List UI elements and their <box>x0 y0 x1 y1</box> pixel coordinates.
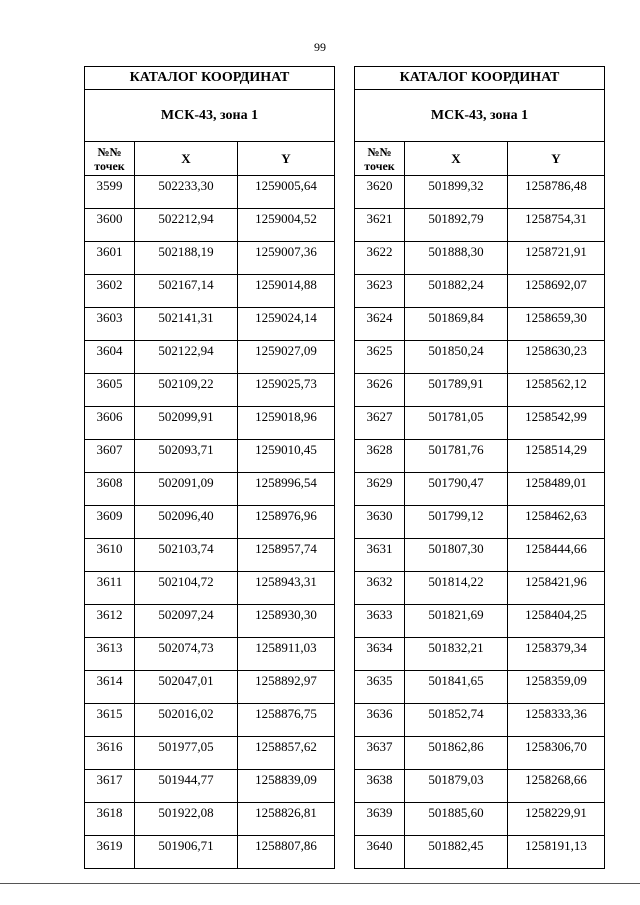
y-coordinate-cell: 1258911,03 <box>238 638 335 671</box>
coordinate-catalog-table-left <box>84 66 335 869</box>
point-number-cell: 3606 <box>85 407 135 440</box>
x-coordinate-cell: 501899,32 <box>405 176 508 209</box>
x-coordinate-cell: 501892,79 <box>405 209 508 242</box>
table-row <box>355 737 605 770</box>
table-row <box>355 374 605 407</box>
table-row <box>355 308 605 341</box>
point-number-cell: 3599 <box>85 176 135 209</box>
y-coordinate-cell: 1258229,91 <box>508 803 605 836</box>
point-number-cell: 3600 <box>85 209 135 242</box>
y-coordinate-cell: 1258462,63 <box>508 506 605 539</box>
x-coordinate-cell: 502104,72 <box>135 572 238 605</box>
table-row <box>355 803 605 836</box>
table-row <box>85 737 335 770</box>
x-coordinate-cell: 501888,30 <box>405 242 508 275</box>
y-coordinate-cell: 1258892,97 <box>238 671 335 704</box>
y-coordinate-cell: 1259018,96 <box>238 407 335 440</box>
x-coordinate-cell: 501885,60 <box>405 803 508 836</box>
table-row <box>355 704 605 737</box>
x-coordinate-cell: 502099,91 <box>135 407 238 440</box>
point-number-cell: 3622 <box>355 242 405 275</box>
point-number-cell: 3610 <box>85 539 135 572</box>
x-coordinate-cell: 501790,47 <box>405 473 508 506</box>
y-coordinate-cell: 1258996,54 <box>238 473 335 506</box>
y-coordinate-cell: 1259014,88 <box>238 275 335 308</box>
y-coordinate-cell: 1258444,66 <box>508 539 605 572</box>
x-coordinate-cell: 502096,40 <box>135 506 238 539</box>
point-number-cell: 3623 <box>355 275 405 308</box>
x-coordinate-cell: 501852,74 <box>405 704 508 737</box>
x-coordinate-cell: 502109,22 <box>135 374 238 407</box>
table-body-right <box>355 176 605 869</box>
point-number-cell: 3620 <box>355 176 405 209</box>
column-header-point-number: №№ точек <box>85 142 135 176</box>
y-coordinate-cell: 1258807,86 <box>238 836 335 869</box>
x-coordinate-cell: 502233,30 <box>135 176 238 209</box>
x-coordinate-cell: 502074,73 <box>135 638 238 671</box>
y-coordinate-cell: 1258562,12 <box>508 374 605 407</box>
table-row <box>355 671 605 704</box>
table-row <box>85 539 335 572</box>
y-coordinate-cell: 1259025,73 <box>238 374 335 407</box>
point-number-cell: 3624 <box>355 308 405 341</box>
y-coordinate-cell: 1258976,96 <box>238 506 335 539</box>
point-number-cell: 3621 <box>355 209 405 242</box>
table-row <box>355 440 605 473</box>
y-coordinate-cell: 1258826,81 <box>238 803 335 836</box>
y-coordinate-cell: 1258692,07 <box>508 275 605 308</box>
point-number-cell: 3639 <box>355 803 405 836</box>
point-number-cell: 3636 <box>355 704 405 737</box>
point-number-cell: 3602 <box>85 275 135 308</box>
table-row <box>85 704 335 737</box>
table-row <box>85 473 335 506</box>
table-row <box>85 275 335 308</box>
point-number-cell: 3633 <box>355 605 405 638</box>
catalog-subtitle: МСК-43, зона 1 <box>355 90 605 142</box>
table-row <box>85 605 335 638</box>
table-row <box>85 209 335 242</box>
point-number-cell: 3635 <box>355 671 405 704</box>
point-number-cell: 3625 <box>355 341 405 374</box>
x-coordinate-cell: 501781,76 <box>405 440 508 473</box>
x-coordinate-cell: 502103,74 <box>135 539 238 572</box>
x-coordinate-cell: 502122,94 <box>135 341 238 374</box>
column-header-y: Y <box>238 142 335 176</box>
x-coordinate-cell: 501789,91 <box>405 374 508 407</box>
table-row <box>355 176 605 209</box>
x-coordinate-cell: 501922,08 <box>135 803 238 836</box>
y-coordinate-cell: 1259007,36 <box>238 242 335 275</box>
x-coordinate-cell: 501882,45 <box>405 836 508 869</box>
x-coordinate-cell: 502016,02 <box>135 704 238 737</box>
y-coordinate-cell: 1258514,29 <box>508 440 605 473</box>
y-coordinate-cell: 1258421,96 <box>508 572 605 605</box>
y-coordinate-cell: 1258306,70 <box>508 737 605 770</box>
table-row <box>85 341 335 374</box>
point-number-cell: 3626 <box>355 374 405 407</box>
y-coordinate-cell: 1258630,23 <box>508 341 605 374</box>
x-coordinate-cell: 501781,05 <box>405 407 508 440</box>
y-coordinate-cell: 1258379,34 <box>508 638 605 671</box>
point-number-cell: 3611 <box>85 572 135 605</box>
y-coordinate-cell: 1259005,64 <box>238 176 335 209</box>
y-coordinate-cell: 1258333,36 <box>508 704 605 737</box>
y-coordinate-cell: 1259024,14 <box>238 308 335 341</box>
point-number-cell: 3609 <box>85 506 135 539</box>
point-number-cell: 3629 <box>355 473 405 506</box>
x-coordinate-cell: 502141,31 <box>135 308 238 341</box>
x-coordinate-cell: 501807,30 <box>405 539 508 572</box>
table-row <box>355 572 605 605</box>
point-number-cell: 3607 <box>85 440 135 473</box>
point-number-cell: 3616 <box>85 737 135 770</box>
y-coordinate-cell: 1258721,91 <box>508 242 605 275</box>
x-coordinate-cell: 502097,24 <box>135 605 238 638</box>
table-row <box>85 638 335 671</box>
table-row <box>355 770 605 803</box>
x-coordinate-cell: 501832,21 <box>405 638 508 671</box>
column-header-x: X <box>405 142 508 176</box>
table-body-left <box>85 176 335 869</box>
y-coordinate-cell: 1259027,09 <box>238 341 335 374</box>
x-coordinate-cell: 501882,24 <box>405 275 508 308</box>
table-row <box>85 506 335 539</box>
catalog-subtitle: МСК-43, зона 1 <box>85 90 335 142</box>
point-number-cell: 3628 <box>355 440 405 473</box>
table-row <box>355 275 605 308</box>
x-coordinate-cell: 501821,69 <box>405 605 508 638</box>
x-coordinate-cell: 501862,86 <box>405 737 508 770</box>
point-number-cell: 3612 <box>85 605 135 638</box>
point-number-cell: 3601 <box>85 242 135 275</box>
point-number-cell: 3604 <box>85 341 135 374</box>
table-row <box>85 440 335 473</box>
column-header-y: Y <box>508 142 605 176</box>
table-row <box>85 407 335 440</box>
point-number-cell: 3637 <box>355 737 405 770</box>
x-coordinate-cell: 502188,19 <box>135 242 238 275</box>
x-coordinate-cell: 502047,01 <box>135 671 238 704</box>
table-row <box>85 836 335 869</box>
y-coordinate-cell: 1259004,52 <box>238 209 335 242</box>
y-coordinate-cell: 1258542,99 <box>508 407 605 440</box>
table-row <box>355 539 605 572</box>
point-number-cell: 3603 <box>85 308 135 341</box>
y-coordinate-cell: 1258404,25 <box>508 605 605 638</box>
y-coordinate-cell: 1258489,01 <box>508 473 605 506</box>
point-number-cell: 3608 <box>85 473 135 506</box>
point-number-cell: 3619 <box>85 836 135 869</box>
table-row <box>85 671 335 704</box>
x-coordinate-cell: 502093,71 <box>135 440 238 473</box>
x-coordinate-cell: 501944,77 <box>135 770 238 803</box>
x-coordinate-cell: 501879,03 <box>405 770 508 803</box>
table-row <box>355 836 605 869</box>
x-coordinate-cell: 502212,94 <box>135 209 238 242</box>
table-row <box>355 638 605 671</box>
y-coordinate-cell: 1258943,31 <box>238 572 335 605</box>
table-row <box>85 803 335 836</box>
x-coordinate-cell: 502091,09 <box>135 473 238 506</box>
point-number-cell: 3634 <box>355 638 405 671</box>
y-coordinate-cell: 1258786,48 <box>508 176 605 209</box>
y-coordinate-cell: 1258268,66 <box>508 770 605 803</box>
y-coordinate-cell: 1258957,74 <box>238 539 335 572</box>
point-number-cell: 3615 <box>85 704 135 737</box>
table-row <box>355 407 605 440</box>
y-coordinate-cell: 1258191,13 <box>508 836 605 869</box>
catalog-title: КАТАЛОГ КООРДИНАТ <box>85 67 335 90</box>
column-header-point-number: №№ точек <box>355 142 405 176</box>
table-row <box>355 341 605 374</box>
y-coordinate-cell: 1259010,45 <box>238 440 335 473</box>
y-coordinate-cell: 1258857,62 <box>238 737 335 770</box>
table-row <box>85 242 335 275</box>
point-number-cell: 3618 <box>85 803 135 836</box>
table-row <box>355 506 605 539</box>
point-number-cell: 3613 <box>85 638 135 671</box>
table-row <box>85 770 335 803</box>
point-number-cell: 3638 <box>355 770 405 803</box>
page-bottom-divider <box>0 883 640 884</box>
x-coordinate-cell: 501869,84 <box>405 308 508 341</box>
x-coordinate-cell: 501814,22 <box>405 572 508 605</box>
table-row <box>85 176 335 209</box>
table-row <box>85 308 335 341</box>
table-row <box>85 572 335 605</box>
point-number-cell: 3630 <box>355 506 405 539</box>
x-coordinate-cell: 501906,71 <box>135 836 238 869</box>
point-number-cell: 3617 <box>85 770 135 803</box>
coordinate-catalog-table-right <box>354 66 605 869</box>
table-row <box>85 374 335 407</box>
y-coordinate-cell: 1258930,30 <box>238 605 335 638</box>
x-coordinate-cell: 501850,24 <box>405 341 508 374</box>
point-number-cell: 3627 <box>355 407 405 440</box>
y-coordinate-cell: 1258876,75 <box>238 704 335 737</box>
table-row <box>355 473 605 506</box>
table-row <box>355 209 605 242</box>
table-row <box>355 242 605 275</box>
y-coordinate-cell: 1258754,31 <box>508 209 605 242</box>
point-number-cell: 3640 <box>355 836 405 869</box>
page-number: 99 <box>314 40 326 54</box>
x-coordinate-cell: 501799,12 <box>405 506 508 539</box>
x-coordinate-cell: 501977,05 <box>135 737 238 770</box>
y-coordinate-cell: 1258359,09 <box>508 671 605 704</box>
x-coordinate-cell: 502167,14 <box>135 275 238 308</box>
point-number-cell: 3614 <box>85 671 135 704</box>
table-row <box>355 605 605 638</box>
point-number-cell: 3605 <box>85 374 135 407</box>
y-coordinate-cell: 1258659,30 <box>508 308 605 341</box>
point-number-cell: 3632 <box>355 572 405 605</box>
x-coordinate-cell: 501841,65 <box>405 671 508 704</box>
point-number-cell: 3631 <box>355 539 405 572</box>
column-header-x: X <box>135 142 238 176</box>
y-coordinate-cell: 1258839,09 <box>238 770 335 803</box>
catalog-title: КАТАЛОГ КООРДИНАТ <box>355 67 605 90</box>
